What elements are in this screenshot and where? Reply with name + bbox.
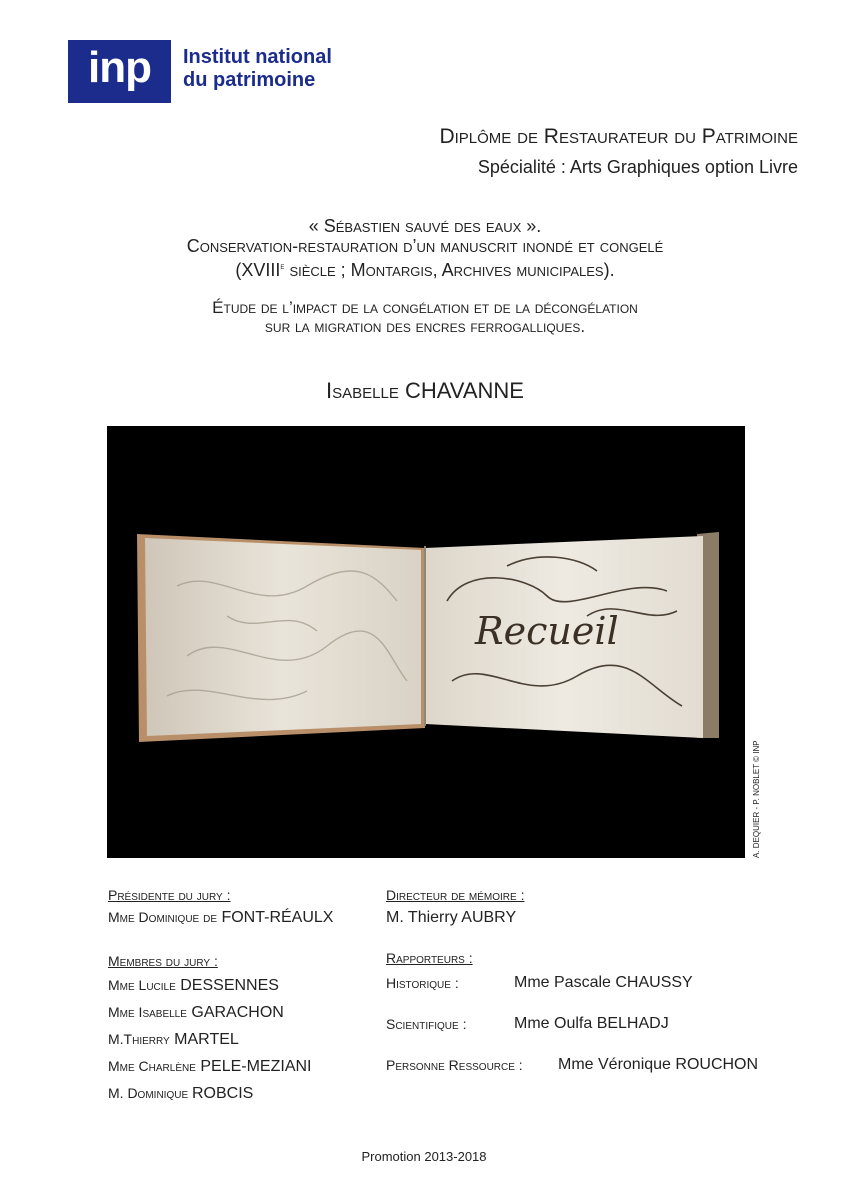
place: siècle ; Montargis, Archives municipales).	[284, 260, 615, 280]
member-name: DESSENNES	[180, 977, 279, 994]
speciality: Spécialité : Arts Graphiques option Livre	[477, 157, 798, 177]
institution-name-line2: du patrimoine	[183, 69, 316, 91]
manuscript-photo	[107, 426, 745, 858]
thesis-subtitle	[60, 298, 790, 336]
president-label: Présidente du jury :	[108, 887, 231, 903]
promotion: Promotion 2013-2018	[361, 1149, 487, 1164]
reporter-name: Mme Véronique ROUCHON	[558, 1056, 759, 1073]
president-name: FONT-RÉAULX	[221, 909, 334, 926]
member-title: Mme Charlène	[108, 1058, 196, 1074]
member-title: M.Thierry	[108, 1031, 170, 1047]
president-title: Mme Dominique de	[108, 909, 217, 925]
director: M. Thierry AUBRY	[386, 909, 517, 926]
reporter-role: Historique :	[386, 975, 459, 991]
author-last-name: CHAVANNE	[404, 378, 524, 403]
thesis-subtitle-line1: Étude de l’impact de la congélation et de la décongélation	[212, 298, 638, 317]
member-name: GARACHON	[191, 1004, 284, 1021]
diploma-title: Diplôme de Restaurateur du Patrimoine	[439, 125, 798, 148]
thesis-title-line3	[60, 256, 790, 280]
author-first-name: Isabelle	[326, 378, 399, 403]
photo-credit	[752, 718, 764, 858]
institution-name	[183, 46, 332, 92]
open-book-illustration	[107, 426, 745, 858]
member	[108, 1085, 253, 1103]
president	[108, 909, 333, 927]
thesis-title	[60, 216, 790, 280]
members-label: Membres du jury :	[108, 953, 218, 969]
institution-name-line1: Institut national	[183, 46, 332, 68]
thesis-title-line1: « Sébastien sauvé des eaux ».	[308, 216, 542, 236]
member	[108, 977, 279, 995]
member	[108, 1058, 312, 1076]
author	[60, 378, 790, 404]
director-label: Directeur de mémoire :	[386, 887, 525, 903]
reporter-name: Mme Oulfa BELHADJ	[514, 1015, 669, 1032]
member-name: ROBCIS	[192, 1085, 254, 1102]
member	[108, 1004, 284, 1022]
manuscript-word: Recueil	[475, 609, 619, 653]
thesis-title-line2: Conservation-restauration d’un manuscrit inondé et congelé	[186, 236, 664, 256]
century-sup: e	[280, 261, 285, 271]
century: (XVIII	[235, 260, 281, 280]
member-name: PELE-MEZIANI	[200, 1058, 312, 1075]
reporter-role: Scientifique :	[386, 1016, 467, 1032]
reporter-role: Personne Ressource :	[386, 1057, 523, 1073]
logo-letters: inp	[88, 43, 151, 92]
photo-credit-text: A. DEQUIER - P. NOBLET © INP	[752, 740, 761, 858]
member	[108, 1031, 239, 1049]
member-title: M. Dominique	[108, 1085, 192, 1101]
member-title: Mme Isabelle	[108, 1004, 187, 1020]
thesis-subtitle-line2: sur la migration des encres ferrogalliques.	[264, 317, 586, 336]
member-title: Mme Lucile	[108, 977, 176, 993]
member-name: MARTEL	[174, 1031, 239, 1048]
reporters-label: Rapporteurs :	[386, 950, 473, 966]
reporter-name: Mme Pascale CHAUSSY	[514, 974, 693, 991]
